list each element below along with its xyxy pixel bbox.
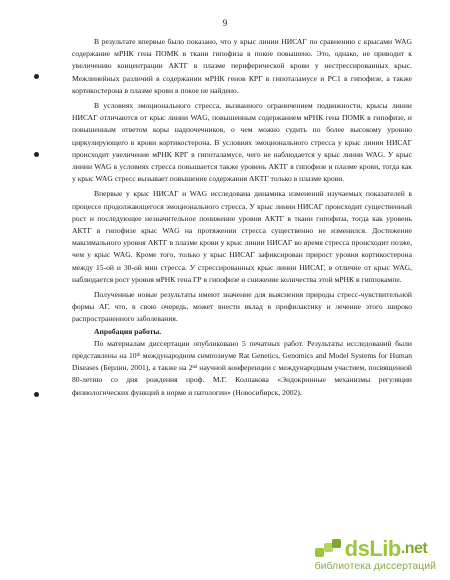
paragraph: По материалам диссертации опубликовано 5 печатных работ. Результаты исследований были представлены на 10ᵗʰ международном симпозиуме Rat Genetics, Genomics and Model Systems for Human Diseases (Берлин, 2001), а также на 2ⁿᵈ научной конференции с международным участием, посвященной 80-летию со дня рождения проф. М.Г. Колпакова «Эндокринные механизмы регуляции физиологических функций в норме и патологии» (Новосибирск, 2002).	[72, 338, 412, 397]
margin-bullet	[34, 74, 39, 79]
watermark-suffix: .net	[400, 540, 428, 557]
section-heading: Апробация работы.	[94, 326, 162, 336]
paragraph: В условиях эмоционального стресса, вызванного ограничением подвижности, крысы линии НИСАГ отличаются от крыс линии WAG, повышенным содержанием мРНК гена ПОМК в гипофизе, и повышенным ответом коры надпочечников, о чем можно судить по более высокому уровню циркулирующего в крови кортикостерона. В условиях эмоционального стресса у крыс линии НИСАГ происходит увеличение мРНК КРГ в гипоталамусе, чего не наблюдается у крыс линии WAG. У крыс линии WAG в условиях стресса повышается также уровень АКТГ в гипофизе и плазме крови, тогда как у крыс WAG стресс вызывает повышение содержания АКТГ только в плазме крови.	[72, 101, 412, 184]
margin-bullet	[34, 152, 39, 157]
paragraph: Впервые у крыс НИСАГ и WAG исследована динамика изменений изучаемых показателей в процессе продолжающегося эмоционального стресса. У крыс линии НИСАГ происходит существенный рост и последующее незначительное понижение уровня АКТГ в ткани гипофиза, тогда как уровень АКТГ в гипофизе крыс WAG на протяжении стресса существенно не изменился. Достижение максимального уровня АКТГ в плазме крови у крыс линии НИСАГ во время стресса происходит позже, чем у крыс WAG. Кроме того, только у крыс НИСАГ зафиксирован прирост уровня кортикостерона между 15-ой и 30-ой мин стресса. У стрессированных крыс линии НИСАГ, в отличие от крыс WAG, наблюдается рост уровня мРНК гена ГР в гипофизе и снижение количества этой мРНК в гиппокампе.	[72, 189, 412, 284]
watermark	[315, 536, 436, 572]
document-body	[72, 36, 412, 399]
watermark-brand: dsLib	[344, 536, 401, 561]
page-number: 9	[222, 18, 228, 28]
margin-bullet	[34, 392, 39, 397]
book-stack-icon	[315, 539, 341, 559]
watermark-logo	[315, 536, 436, 562]
watermark-tagline: библиотека диссертаций	[314, 560, 436, 572]
paragraph: В результате впервые было показано, что у крыс линии НИСАГ по сравнению с крысами WAG содержание мРНК гена ПОМК в ткани гипофиза в покое повышено. Это, однако, не приводит к увеличению концентрации АКТГ в плазме периферической крови у нестрессированных крыс. Межлинейных различий в содержании мРНК генов КРГ в гипоталамусе и РС1 в гипофизе, а также кортикостерона в плазме крови в покое не найдено.	[72, 37, 412, 95]
paragraph: Полученные новые результаты имеют значение для выяснения природы стресс-чувствительной формы АГ, что, в свою очередь, может внести вклад в профилактику и лечение этого широко распространенного заболевания.	[72, 290, 412, 324]
